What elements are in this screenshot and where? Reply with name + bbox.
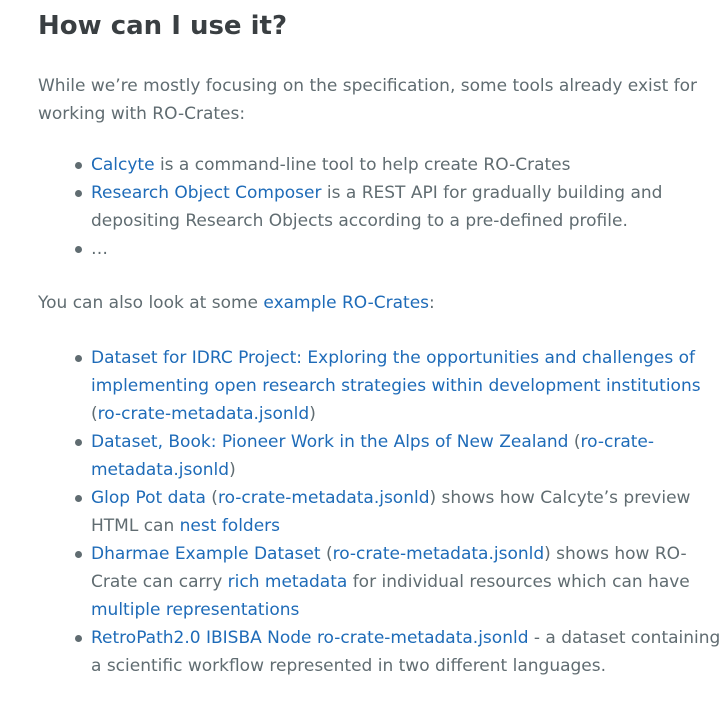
example-ro-crates-link[interactable]: example RO-Crates <box>263 293 430 313</box>
idrc-metadata-link[interactable]: ro-crate-metadata.jsonld <box>97 404 310 424</box>
list-item <box>38 344 721 428</box>
glop-pot-description: ) shows how Calcyte’s preview HTML can <box>91 488 691 536</box>
ellipsis-text: … <box>91 239 108 259</box>
paren-open: ( <box>205 488 218 508</box>
glop-pot-metadata-link[interactable]: ro-crate-metadata.jsonld <box>217 488 430 508</box>
examples-intro-text: You can also look at some <box>38 293 264 313</box>
glop-pot-data-link[interactable]: Glop Pot data <box>91 488 206 508</box>
nest-folders-link[interactable]: nest folders <box>179 516 281 536</box>
retropath-description: - a dataset containing a scientific workflow represented in two different languages. <box>91 628 721 676</box>
list-item <box>38 540 721 624</box>
intro-paragraph: While we’re mostly focusing on the specification, some tools already exist for working with RO-Crates: <box>38 76 698 124</box>
retropath-node-link[interactable]: RetroPath2.0 IBISBA Node <box>91 628 312 648</box>
list-item <box>38 484 721 540</box>
dharmae-description-cont: for individual resources which can have <box>347 572 690 592</box>
research-object-composer-link[interactable]: Research Object Composer <box>91 183 322 203</box>
list-item <box>38 624 721 680</box>
list-item <box>38 179 721 235</box>
paren-open: ( <box>320 544 333 564</box>
tool-description: is a REST API for gradually building and depositing Research Objects according to a pre-defined profile. <box>91 183 663 231</box>
paren-close: ) <box>229 460 236 480</box>
section-heading: How can I use it? <box>38 11 288 41</box>
rich-metadata-link[interactable]: rich metadata <box>227 572 348 592</box>
examples-list <box>38 344 721 680</box>
dharmae-description: ) shows how RO-Crate can carry <box>91 544 687 592</box>
pioneer-work-metadata-link[interactable]: ro-crate-metadata.jsonld <box>91 432 655 480</box>
examples-intro-colon: : <box>429 293 435 313</box>
list-item <box>38 428 721 484</box>
idrc-dataset-link[interactable]: Dataset for IDRC Project: Exploring the opportunities and challenges of implementing open research strategies within development institutions <box>91 348 701 396</box>
dharmae-dataset-link[interactable]: Dharmae Example Dataset <box>91 544 321 564</box>
list-item <box>38 235 721 263</box>
retropath-metadata-link[interactable]: ro-crate-metadata.jsonld <box>316 628 529 648</box>
tool-description: is a command-line tool to help create RO-Crates <box>154 155 571 175</box>
examples-intro-paragraph <box>38 289 721 317</box>
paren-open: ( <box>568 432 581 452</box>
dharmae-metadata-link[interactable]: ro-crate-metadata.jsonld <box>332 544 545 564</box>
calcyte-link[interactable]: Calcyte <box>91 155 155 175</box>
paren-close: ) <box>309 404 316 424</box>
tools-list <box>38 151 721 263</box>
pioneer-work-dataset-link[interactable]: Dataset, Book: Pioneer Work in the Alps of New Zealand <box>91 432 569 452</box>
paren-open: ( <box>91 404 98 424</box>
list-item <box>38 151 721 179</box>
multiple-representations-link[interactable]: multiple representations <box>91 600 300 620</box>
